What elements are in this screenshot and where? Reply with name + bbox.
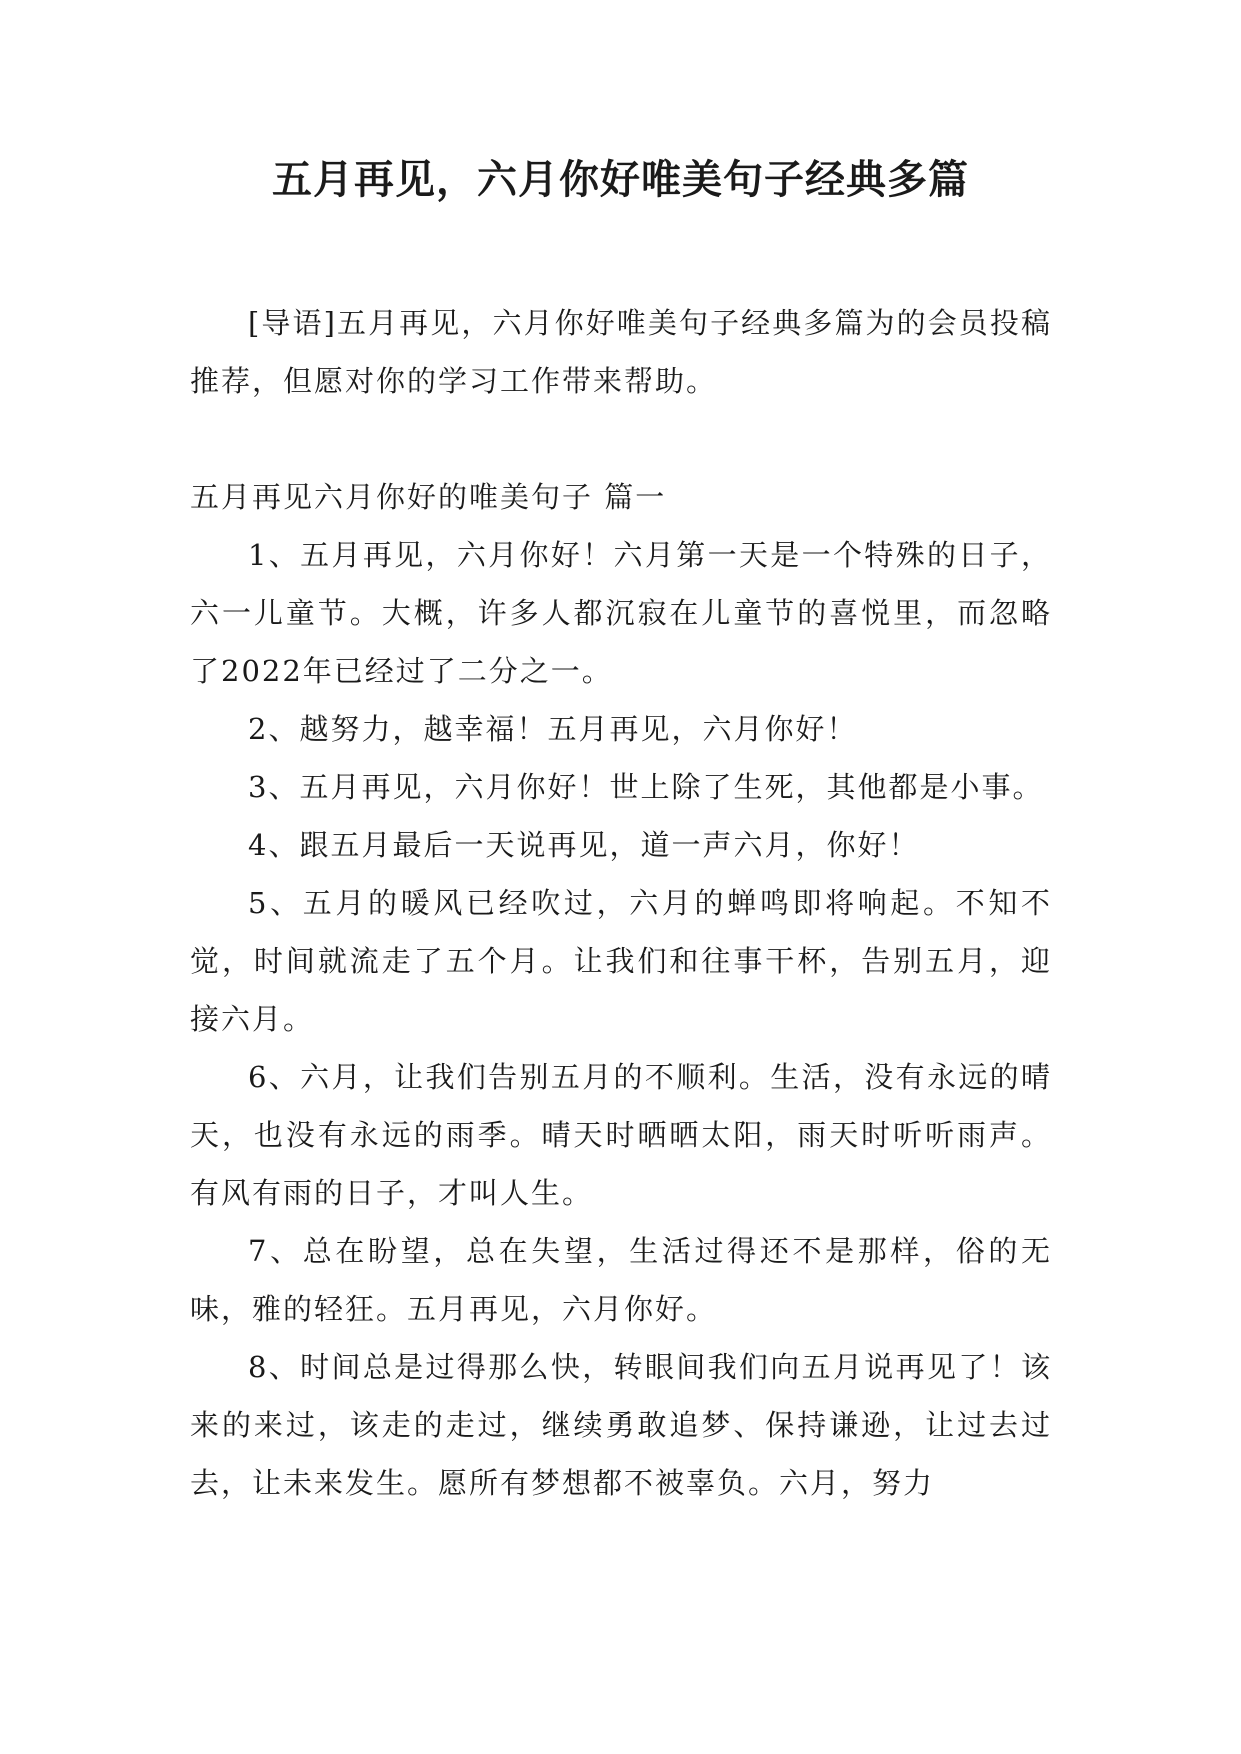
list-item: 5、五月的暖风已经吹过，六月的蝉鸣即将响起。不知不觉，时间就流走了五个月。让我们和往事干杯，告别五月，迎接六月。 bbox=[190, 886, 1052, 1036]
list-item: 7、总在盼望，总在失望，生活过得还不是那样，俗的无味，雅的轻狂。五月再见，六月你好。 bbox=[190, 1234, 1052, 1326]
list-item: 3、五月再见，六月你好！世上除了生死，其他都是小事。 bbox=[248, 770, 1044, 804]
intro-paragraph: [导语]五月再见，六月你好唯美句子经典多篇为的会员投稿推荐，但愿对你的学习工作带来帮助。 bbox=[190, 306, 1052, 398]
list-item: 4、跟五月最后一天说再见，道一声六月，你好！ bbox=[248, 828, 920, 862]
section-heading: 五月再见六月你好的唯美句子 篇一 bbox=[190, 480, 667, 514]
list-item: 8、时间总是过得那么快，转眼间我们向五月说再见了！该来的来过，该走的走过，继续勇敢追梦、保持谦逊，让过去过去，让未来发生。愿所有梦想都不被辜负。六月，努力 bbox=[190, 1350, 1052, 1500]
document-body bbox=[190, 294, 1052, 1512]
list-item: 6、六月，让我们告别五月的不顺利。生活，没有永远的晴天，也没有永远的雨季。晴天时晒晒太阳，雨天时听听雨声。有风有雨的日子，才叫人生。 bbox=[190, 1060, 1052, 1210]
document-title: 五月再见，六月你好唯美句子经典多篇 bbox=[272, 157, 969, 203]
list-item: 1、五月再见，六月你好！六月第一天是一个特殊的日子，六一儿童节。大概，许多人都沉寂在儿童节的喜悦里，而忽略了2022年已经过了二分之一。 bbox=[190, 538, 1052, 688]
list-item: 2、越努力，越幸福！五月再见，六月你好！ bbox=[248, 712, 858, 746]
